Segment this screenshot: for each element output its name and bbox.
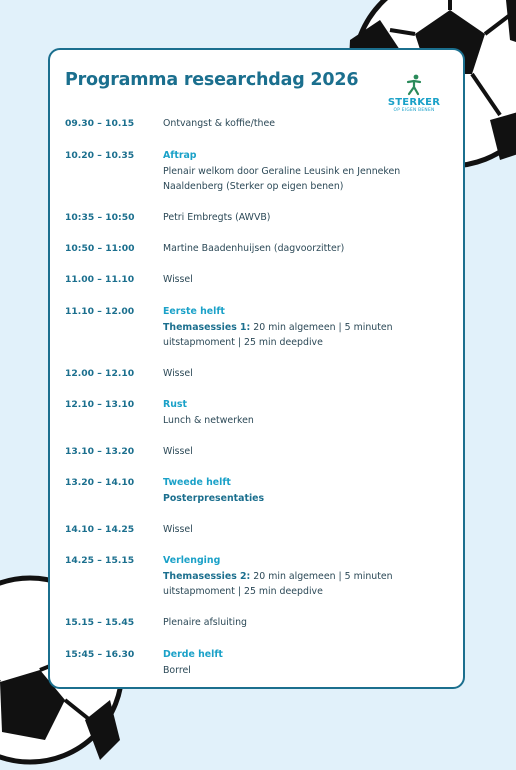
schedule-time: 15.15 – 15.45	[65, 617, 135, 628]
schedule-time: 10.20 – 10.35	[65, 150, 135, 161]
schedule-text-line: Wissel	[163, 368, 193, 379]
schedule-text-line: uitstapmoment | 25 min deepdive	[163, 337, 323, 349]
schedule-description	[163, 615, 455, 631]
schedule-text-line: Lunch & netwerken	[163, 414, 254, 426]
schedule-description	[163, 304, 455, 351]
schedule-description	[163, 210, 455, 226]
schedule-description	[163, 241, 455, 257]
walking-figure-icon	[403, 74, 425, 96]
schedule-text-line: Themasessies 1: 20 min algemeen | 5 minuten	[163, 321, 393, 333]
schedule-description	[163, 444, 455, 460]
schedule-time: 15:45 – 16.30	[65, 649, 135, 660]
session-label: Themasessies 2:	[163, 570, 251, 582]
schedule-time: 13.10 – 13.20	[65, 446, 135, 457]
schedule-text-line: uitstapmoment | 25 min deepdive	[163, 586, 323, 598]
schedule-text-line: Petri Embregts (AWVB)	[163, 212, 271, 223]
schedule-text-line: Plenaire afsluiting	[163, 617, 247, 628]
sterker-logo	[384, 74, 444, 114]
schedule-heading: Derde helft	[163, 649, 223, 660]
schedule-description	[163, 475, 455, 506]
schedule-description	[163, 116, 455, 132]
schedule-text-line: Themasessies 2: 20 min algemeen | 5 minuten	[163, 570, 393, 582]
schedule-heading: Aftrap	[163, 150, 197, 161]
schedule-time: 12.10 – 13.10	[65, 399, 135, 410]
schedule-time: 11.00 – 11.10	[65, 274, 135, 285]
schedule-time: 14.10 – 14.25	[65, 524, 135, 535]
schedule-time: 09.30 – 10.15	[65, 118, 135, 129]
schedule-text-line: Wissel	[163, 274, 193, 285]
schedule-text-line: Ontvangst & koffie/thee	[163, 118, 275, 129]
program-card	[48, 48, 465, 689]
session-label: Themasessies 1:	[163, 321, 251, 333]
schedule-description	[163, 272, 455, 288]
schedule-description	[163, 148, 455, 195]
schedule-time: 11.10 – 12.00	[65, 306, 135, 317]
schedule-bold-line: Posterpresentaties	[163, 492, 265, 504]
schedule-description	[163, 553, 455, 600]
schedule-time: 12.00 – 12.10	[65, 368, 135, 379]
schedule-text-line: Borrel	[163, 664, 191, 676]
schedule-description	[163, 397, 455, 428]
schedule-time: 13.20 – 14.10	[65, 477, 135, 488]
schedule-heading: Rust	[163, 399, 187, 410]
schedule-heading: Verlenging	[163, 555, 221, 566]
schedule-time: 14.25 – 15.15	[65, 555, 135, 566]
schedule-description	[163, 647, 455, 678]
schedule-text-line: Wissel	[163, 524, 193, 535]
logo-tagline: OP EIGEN BENEN	[393, 108, 435, 113]
schedule-description	[163, 366, 455, 382]
schedule-text-line: Naaldenberg (Sterker op eigen benen)	[163, 181, 344, 193]
page-title: Programma researchdag 2026	[65, 70, 359, 90]
schedule-text-line: Martine Baadenhuijsen (dagvoorzitter)	[163, 243, 345, 254]
schedule-text-line: Wissel	[163, 446, 193, 457]
schedule-heading: Eerste helft	[163, 306, 225, 317]
schedule-time: 10:50 – 11:00	[65, 243, 135, 254]
schedule-description	[163, 522, 455, 538]
schedule-heading: Tweede helft	[163, 477, 231, 488]
logo-name: STERKER	[387, 97, 441, 108]
schedule-time: 10:35 – 10:50	[65, 212, 135, 223]
schedule-text-line: Plenair welkom door Geraline Leusink en Jenneken	[163, 165, 401, 177]
